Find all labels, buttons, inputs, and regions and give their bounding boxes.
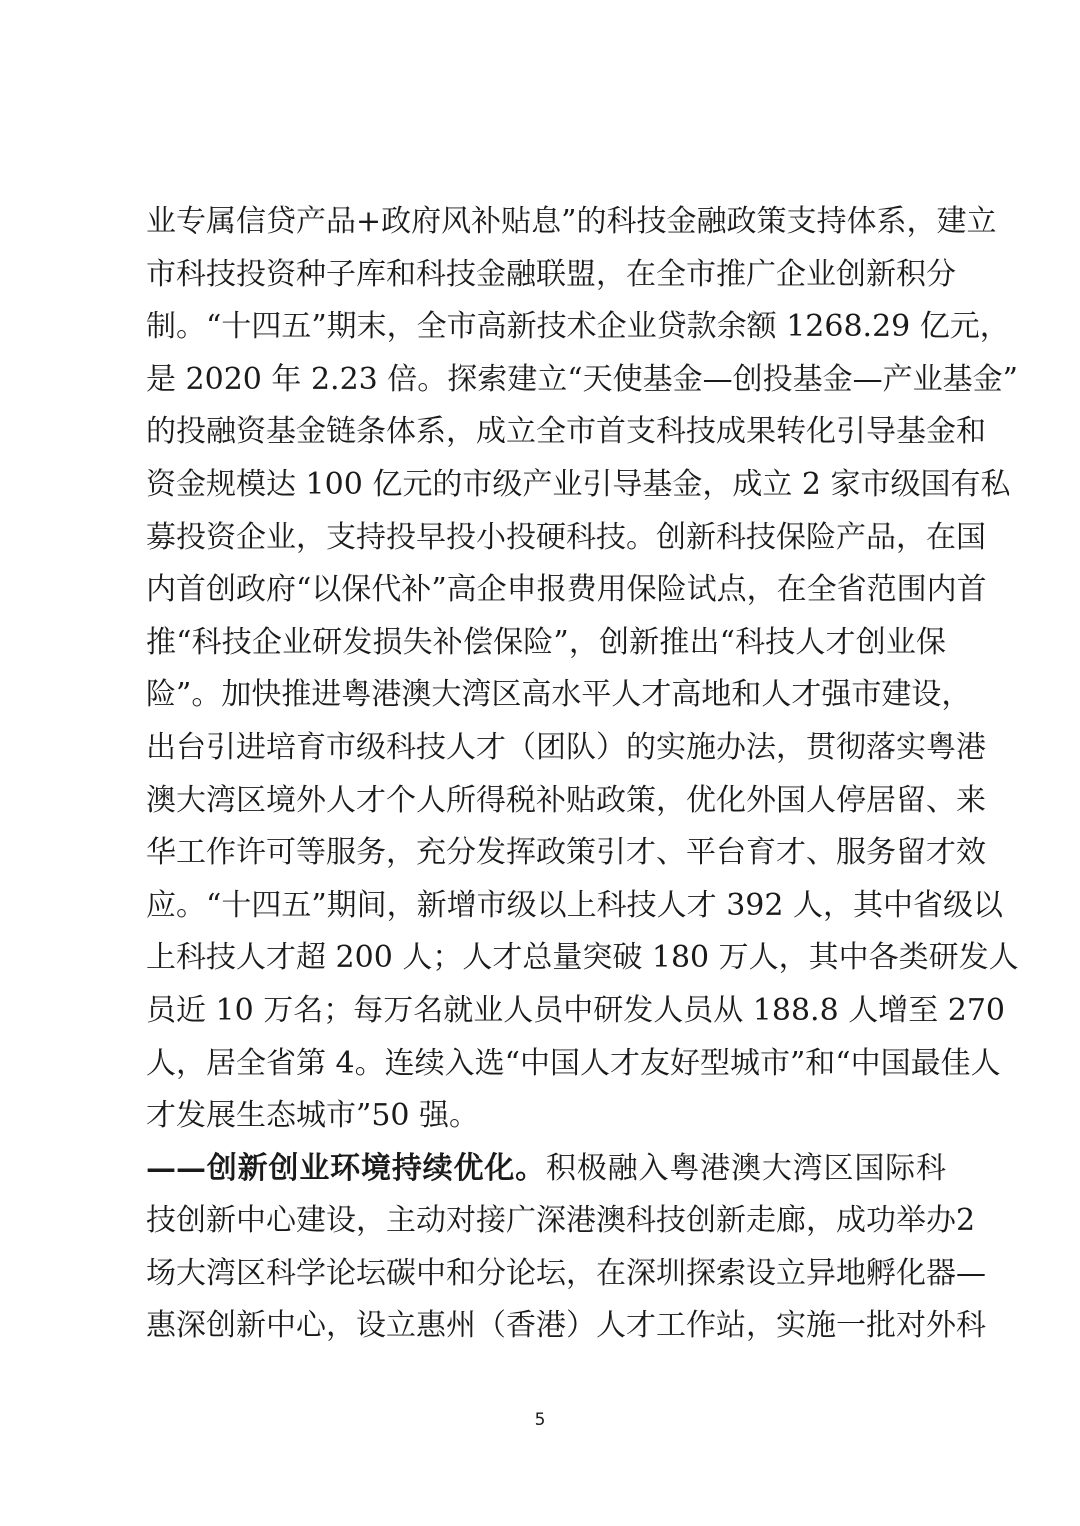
- text-line: 是 2020 年 2.23 倍。探索建立“天使基金—创投基金—产业基金”: [146, 361, 1018, 397]
- text-line: 募投资企业，支持投早投小投硬科技。创新科技保险产品，在国: [146, 519, 986, 555]
- text-line: 险”。加快推进粤港澳大湾区高水平人才高地和人才强市建设，: [146, 677, 972, 713]
- page-number: 5: [534, 1410, 546, 1430]
- text-line: 推“科技企业研发损失补偿保险”，创新推出“科技人才创业保: [146, 624, 946, 660]
- text-run: 积极融入粤港澳大湾区国际科: [546, 1150, 946, 1186]
- text-line: 澳大湾区境外人才个人所得税补贴政策，优化外国人停居留、来: [146, 782, 986, 818]
- text-line: 员近 10 万名；每万名就业人员中研发人员从 188.8 人增至 270: [146, 992, 1005, 1028]
- text-line: 资金规模达 100 亿元的市级产业引导基金，成立 2 家市级国有私: [146, 466, 1011, 502]
- text-line: 技创新中心建设，主动对接广深港澳科技创新走廊，成功举办2: [146, 1203, 976, 1239]
- text-line: 应。“十四五”期间，新增市级以上科技人才 392 人，其中省级以: [146, 887, 1004, 923]
- text-line: 业专属信贷产品+政府风补贴息”的科技金融政策支持体系，建立: [146, 204, 997, 239]
- text-line: 内首创政府“以保代补”高企申报费用保险试点，在全省范围内首: [146, 572, 987, 608]
- text-line: 人，居全省第 4。连续入选“中国人才友好型城市”和“中国最佳人: [146, 1045, 1001, 1081]
- text-line: 市科技投资种子库和科技金融联盟，在全市推广企业创新积分: [146, 256, 956, 292]
- text-line: 制。“十四五”期末，全市高新技术企业贷款余额 1268.29 亿元，: [146, 309, 1010, 345]
- text-line: 上科技人才超 200 人；人才总量突破 180 万人，其中各类研发人: [146, 940, 1019, 976]
- text-line: 场大湾区科学论坛碳中和分论坛，在深圳探索设立异地孵化器—: [146, 1255, 986, 1291]
- section-heading: ——创新创业环境持续优化。: [146, 1150, 546, 1186]
- body-text: [146, 196, 1019, 1353]
- text-line: 的投融资基金链条体系，成立全市首支科技成果转化引导基金和: [146, 414, 986, 450]
- paragraph-first-line: [146, 1143, 946, 1196]
- text-line: 华工作许可等服务，充分发挥政策引才、平台育才、服务留才效: [146, 835, 986, 871]
- text-line: 出台引进培育市级科技人才（团队）的实施办法，贯彻落实粤港: [146, 729, 986, 765]
- text-line: 惠深创新中心，设立惠州（香港）人才工作站，实施一批对外科: [146, 1308, 986, 1344]
- text-line: 才发展生态城市”50 强。: [146, 1098, 480, 1134]
